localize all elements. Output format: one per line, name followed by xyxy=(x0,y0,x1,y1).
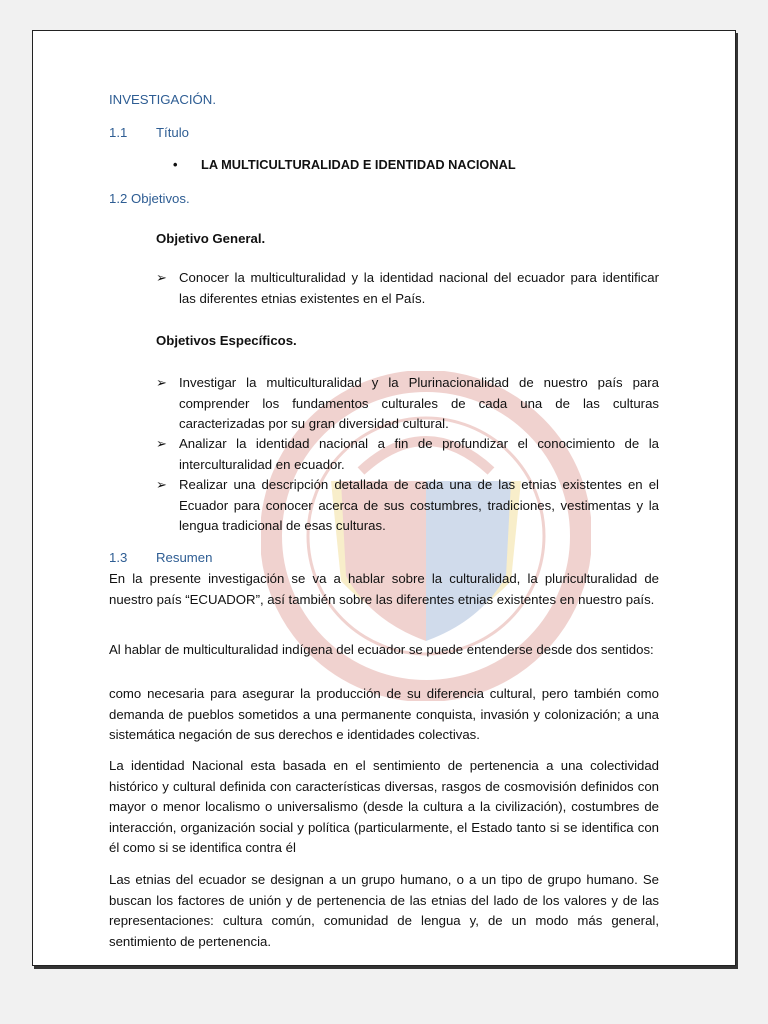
paragraph-text: como necesaria para asegurar la producción de su diferencia cultural, pero también como demanda de pueblos sometidos a una permanente conquista, invasión y colonización; a una sistemática negación de sus derechos e identidades colectivas. xyxy=(109,686,659,742)
paragraph-text: En la presente investigación se va a hablar sobre la culturalidad, la pluriculturalidad de nuestro país “ECUADOR”, así también sobre las diferentes etnias existentes en nuestro país. xyxy=(109,571,659,607)
resumen-paragraph xyxy=(109,684,659,746)
section-1-1-heading xyxy=(109,123,189,144)
paragraph-text: Las etnias del ecuador se designan a un grupo humano, o a un tipo de grupo humano. Se buscan los factores de unión y de pertenencia de las etnias del lado de los valores y de las representaciones: cultura común, comunidad de lengua y, de un modo más general, sentimiento de pertenencia. xyxy=(109,872,659,949)
paragraph-text: La identidad Nacional esta basada en el sentimiento de pertenencia a una colectividad histórico y cultural definida con características diversas, rasgos de cosmovisión definidos con mayor o menor localismo o universalismo (desde la cultura a la civilización), costumbres de interacción, organización social y política (particularmente, el Estado tanto si se identifica con él como si se identifica contra él xyxy=(109,758,659,855)
section-1-2-heading: 1.2 Objetivos. xyxy=(109,191,190,206)
resumen-paragraph xyxy=(109,640,659,661)
title-text: LA MULTICULTURALIDAD E IDENTIDAD NACIONAL xyxy=(201,157,516,172)
objetivos-especificos-heading: Objetivos Específicos. xyxy=(156,333,297,348)
objetivo-especifico-item xyxy=(156,373,659,435)
objetivo-general-heading: Objetivo General. xyxy=(156,231,266,246)
heading-investigacion: INVESTIGACIÓN. xyxy=(109,92,216,107)
resumen-paragraph xyxy=(109,756,659,859)
resumen-paragraph xyxy=(109,870,659,952)
objetivo-especifico-item xyxy=(156,434,659,475)
item-text: Analizar la identidad nacional a fin de profundizar el conocimiento de la interculturalidad en ecuador. xyxy=(179,436,659,472)
section-number: 1.3 xyxy=(109,550,128,565)
title-bullet-item xyxy=(173,155,516,176)
section-label: Resumen xyxy=(156,550,213,565)
document-page xyxy=(32,30,736,966)
bullet-dot-icon: • xyxy=(173,157,178,172)
item-text: Investigar la multiculturalidad y la Plurinacionalidad de nuestro país para comprender los fundamentos culturales de cada una de las culturas caracterizadas por su gran diversidad cultural. xyxy=(179,375,659,431)
arrow-bullet-icon: ➢ xyxy=(156,477,168,492)
resumen-paragraph xyxy=(109,569,659,610)
item-text: Realizar una descripción detallada de cada una de las etnias existentes en el Ecuador para conocer acerca de sus costumbres, tradiciones, vestimentas y la lengua tradicional de esas culturas. xyxy=(179,477,659,533)
arrow-bullet-icon: ➢ xyxy=(156,436,168,451)
section-label: Título xyxy=(156,125,189,140)
objetivo-general-item xyxy=(156,268,659,309)
objetivo-especifico-item xyxy=(156,475,659,537)
section-1-3-heading xyxy=(109,548,212,569)
arrow-bullet-icon: ➢ xyxy=(156,270,168,285)
paragraph-text: Al hablar de multiculturalidad indígena del ecuador se puede entenderse desde dos sentidos: xyxy=(109,642,654,657)
section-number: 1.1 xyxy=(109,125,128,140)
arrow-bullet-icon: ➢ xyxy=(156,375,168,390)
item-text: Conocer la multiculturalidad y la identidad nacional del ecuador para identificar las diferentes etnias existentes en el País. xyxy=(179,270,659,306)
